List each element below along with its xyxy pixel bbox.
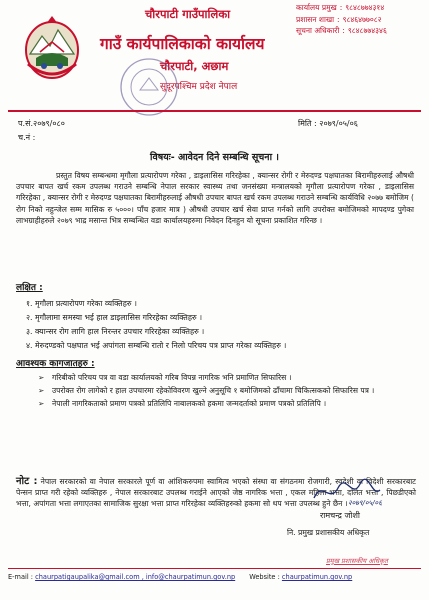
contact-row: सूचना अधिकारी : ९८४८७७४३४६ <box>296 26 387 35</box>
contact-phone: ९८४६४७७०८२ <box>342 14 382 24</box>
target-item: ३. क्यान्सर रोग लागि हाल निरन्तर उपचार गरिरहेका व्यक्तिहरु । <box>26 327 205 336</box>
target-item: ४. मेरुदण्डको पक्षघात भई अपांगता सम्बन्धि रातो र निलो परिचय पत्र प्राप्त गरेका व्यक्तिहरु । <box>26 341 287 350</box>
signatory-name: रामचन्द्र जोशी <box>320 511 360 520</box>
arrow-bullet-icon: ➢ <box>38 386 45 395</box>
province-name: सुदूरपश्चिम प्रदेश नेपाल <box>160 82 238 92</box>
contact-phone: ९८४८७७४३१४ <box>345 3 385 12</box>
documents-heading: आवश्यक कागजातहरु : <box>16 359 95 369</box>
website-link[interactable]: chaurpatimun.gov.np <box>281 573 353 581</box>
office-seal-icon <box>118 56 180 118</box>
date-label: मिति : <box>298 119 317 128</box>
reference-number: प.सं.२०७९/०८० <box>18 119 65 128</box>
officer-stamp: प्रमुख प्रशासकीय अधिकृत <box>326 557 388 565</box>
arrow-bullet-icon: ➢ <box>38 373 45 382</box>
contact-role: सूचना अधिकारी <box>296 26 340 35</box>
document-item <box>38 372 418 383</box>
office-title: गाउँ कार्यपालिकाको कार्यालय <box>100 35 265 53</box>
header-divider <box>8 110 421 112</box>
contact-row: प्रशासन शाखा : ९८४६४७७०८२ <box>296 14 382 24</box>
documents-list <box>38 372 418 411</box>
website-label: Website : <box>249 573 280 581</box>
target-item: १. मृगौला प्रत्यारोपण गरेका व्यक्तिहरु । <box>26 299 137 308</box>
contact-role: प्रशासन शाखा <box>296 14 335 24</box>
signature-icon <box>308 474 398 508</box>
website-block <box>249 573 352 581</box>
signature-date: २०७९/०५/०६ <box>348 499 382 507</box>
dispatch-number: च.नं : <box>18 133 36 142</box>
document-text: उपरोक्त रोग लागेको र हाल उपचारमा रहेकोविवरण खुल्ने अनुसूचि १ बमोजिमको ढाँचामा चिकित्सकको सिफारिस पत्र । <box>52 386 375 395</box>
email-block <box>8 573 235 581</box>
contact-phone: ९८४८७७४३४६ <box>347 26 387 35</box>
date-row <box>298 118 358 129</box>
date-value: २०७९/०५/०६ <box>319 119 358 128</box>
document-item <box>38 385 418 396</box>
email-links[interactable]: chaurpatigaupalika@gmail.com , info@chaurpatimun.gov.np <box>35 573 236 581</box>
email-label: E-mail : <box>8 573 33 581</box>
signatory-title: नि. प्रमुख प्रशासकीय अधिकृत <box>287 528 370 537</box>
contact-list <box>296 2 387 37</box>
subject-line: विषयः- आवेदन दिने सम्बन्धि सूचना । <box>150 152 279 163</box>
target-item: २. मृगौलामा समस्या भई हाल डाइलासिस गरिरहेका व्यक्तिहरु । <box>26 313 203 322</box>
arrow-bullet-icon: ➢ <box>38 399 45 408</box>
footer <box>8 568 421 581</box>
targets-list <box>26 297 286 353</box>
note-label: नोट : <box>16 476 38 487</box>
targets-heading: लक्षित : <box>16 283 43 293</box>
document-text: नेपाली नागरिकताको प्रमाण पत्रको प्रतिलिपि नाबालकको हकमा जन्मदर्ताको प्रमाण पत्रको प्रतिलिपि । <box>52 399 327 408</box>
municipality-name: चौरपाटी गाउँपालिका <box>145 7 231 21</box>
contact-role: कार्यालय प्रमुख <box>296 3 337 12</box>
contact-row: कार्यालय प्रमुख : ९८४८७७४३१४ <box>296 3 385 12</box>
note-text: नेपाल सरकारको वा नेपाल सरकारले पूर्ण वा आंशिकरुपमा स्वामित्व भएको संस्था वा संगठनमा रोजगारी, स्वदेशी वा विदेशी सरकारबाट पेन्सन प्राप्त गरी रहेको व्यक्तिहरु , नेपाल सरकारबाट उपलब्ध गराईने आएको जेष्ठ नागरिक भत्ता , एकल महिला भत्ता, दलित भत्ता , पिछडीएको भत्ता, अपांगता भत्ता लगाएतका सामाजिक सुरक्षा भत्ता प्राप्त गरिरहेका व्यक्तिहरुको हकमा सो थप भत्ता उपलब्ध हुने छैन । <box>16 477 417 509</box>
document-text: गरिबीको परिचय पत्र वा वडा कार्यालयको गरिब विपन्न नागरिक भनि प्रमाणित सिफारिस । <box>52 373 292 382</box>
nepal-emblem-icon <box>22 14 82 82</box>
body-paragraph: प्रस्तुत विषय सम्बन्धमा मृगौला प्रत्यारोपण गरेका , डाइलासिस गरिरहेका , क्यान्सर रोगी र मेरुदण्ड पक्षघातका बिरामीहरुलाई औषधी उपचार बापत खर्च रकम उपलब्ध गराउने सम्बन्धि नेपाल सरकार स्वास्थ्य तथा जनसंख्या मन्त्रालयको मृगौला प्रत्यारोपण गरेका , डाइलासिस गरिरहेका , क्यान्सर रोगी र मेरुदण्ड पक्षघातका बिरामीहरुलाई औषधी उपचार बापत खर्च रकम उपलब्ध गराउने सम्बन्धि कार्यविधि २०७७ बमोजिम ( रोग निको नहुन्जेल सम्म मासिक रु ५०००। पाँच हजार मात्र ) औषधी उपचार खर्च सेवा प्राप्त गर्नको लागि उपरोक्त बमोजिमको मापदण्ड पुगेका लाभग्राहीहरुले २०७९ भाद्र मसान्त भित्र सम्बन्धित वडा कार्यालयहरुमा निवेदन दिनहुन यो सूचना प्रकाशित गरिन्छ । <box>16 171 414 225</box>
letterhead <box>0 0 429 112</box>
notice-body <box>16 170 414 226</box>
place-name: चौरपाटी, अछाम <box>160 59 229 73</box>
document-item <box>38 398 418 409</box>
